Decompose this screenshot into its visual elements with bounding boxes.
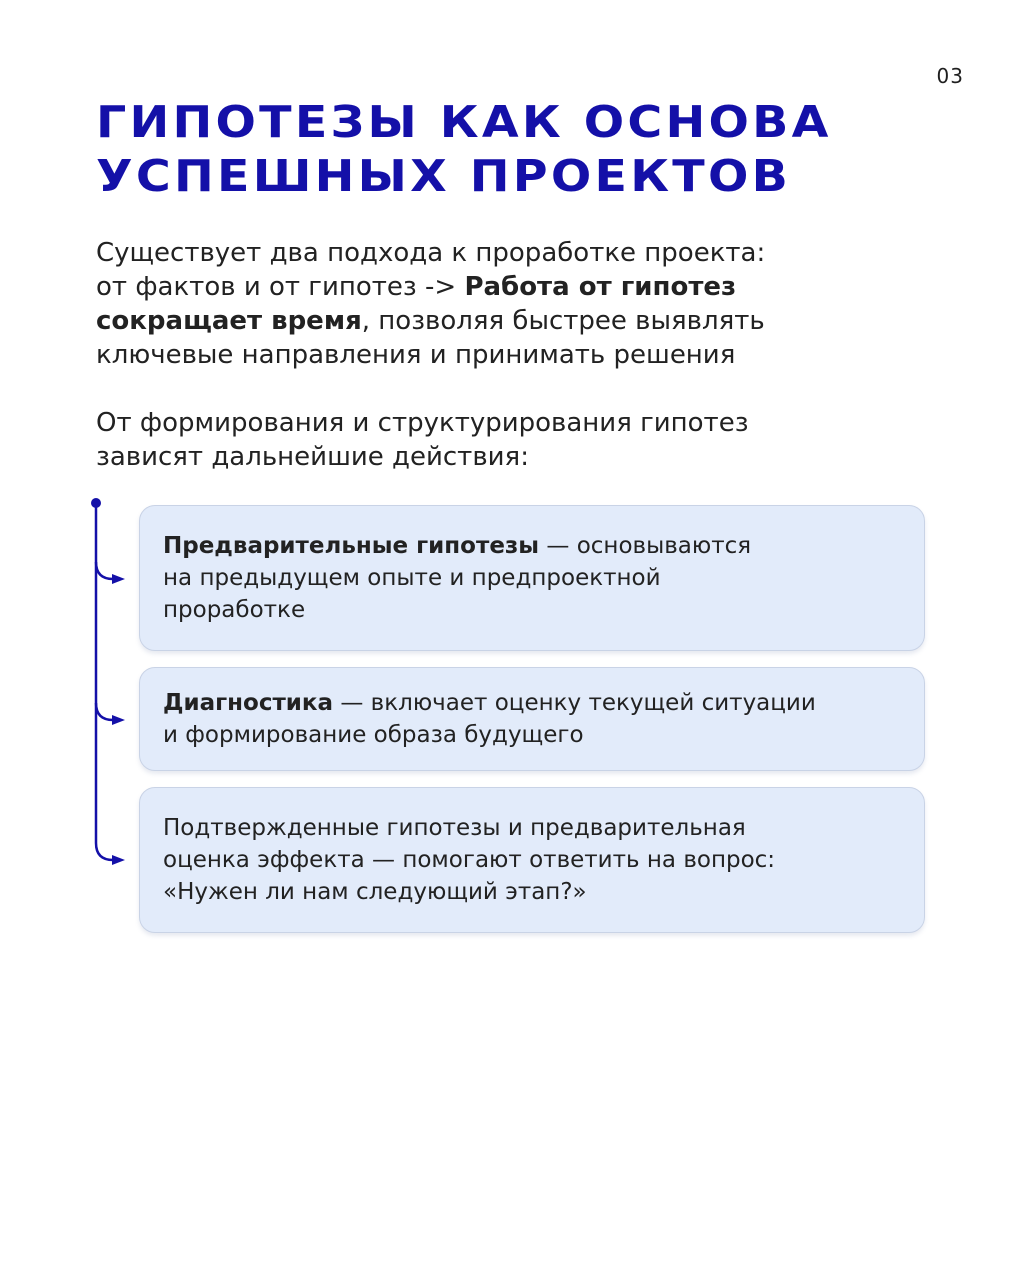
card-text: [163, 812, 775, 908]
intro-line-1: Существует два подхода к проработке проекта:: [96, 238, 766, 268]
card-line: на предыдущем опыте и предпроектной: [163, 565, 661, 591]
arrow-right-icon: [112, 855, 125, 865]
hypothesis-card-diagnostics: [139, 667, 925, 771]
card-line: оценка эффекта — помогают ответить на вопрос:: [163, 847, 776, 873]
card-line: проработке: [163, 597, 306, 623]
card-text: [163, 530, 751, 626]
intro-line-2-text: от фактов и от гипотез ->: [96, 272, 465, 302]
card-line-text: — основываются: [539, 533, 752, 559]
card-line-text: — включает оценку текущей ситуации: [333, 690, 816, 716]
page-title-line-1: ГИПОТЕЗЫ КАК ОСНОВА: [96, 97, 832, 148]
intro-line-3-text: , позволяя быстрее выявлять: [361, 306, 765, 336]
card-line: [163, 530, 751, 562]
dependency-line-2: зависят дальнейшие действия:: [96, 442, 529, 472]
dependency-paragraph: [96, 406, 916, 474]
intro-highlight-1: Работа от гипотез: [464, 272, 737, 302]
intro-line-2: [96, 270, 916, 304]
card-text: [163, 687, 816, 751]
arrow-right-icon: [112, 715, 125, 725]
dependency-line-1: От формирования и структурирования гипотез: [96, 408, 749, 438]
page-title-line-2: УСПЕШНЫХ ПРОЕКТОВ: [96, 151, 792, 202]
page-title: [96, 96, 832, 204]
card-line: [163, 687, 816, 719]
hypothesis-card-confirmed: [139, 787, 925, 933]
timeline-dot-icon: [91, 498, 101, 508]
card-line: «Нужен ли нам следующий этап?»: [163, 879, 587, 905]
card-term: Предварительные гипотезы: [163, 533, 540, 559]
intro-line-4: ключевые направления и принимать решения: [96, 340, 736, 370]
page-number: 03: [936, 64, 964, 88]
timeline-branch-2: [96, 703, 113, 720]
intro-line-3: [96, 304, 916, 338]
card-line: Подтвержденные гипотезы и предварительная: [163, 815, 746, 841]
card-line: и формирование образа будущего: [163, 722, 584, 748]
hypothesis-card-preliminary: [139, 505, 925, 651]
timeline-branch-1: [96, 562, 113, 579]
card-term: Диагностика: [163, 690, 334, 716]
intro-paragraph: [96, 236, 916, 372]
intro-highlight-2: сокращает время: [96, 306, 362, 336]
timeline-line: [96, 503, 113, 860]
arrow-right-icon: [112, 574, 125, 584]
